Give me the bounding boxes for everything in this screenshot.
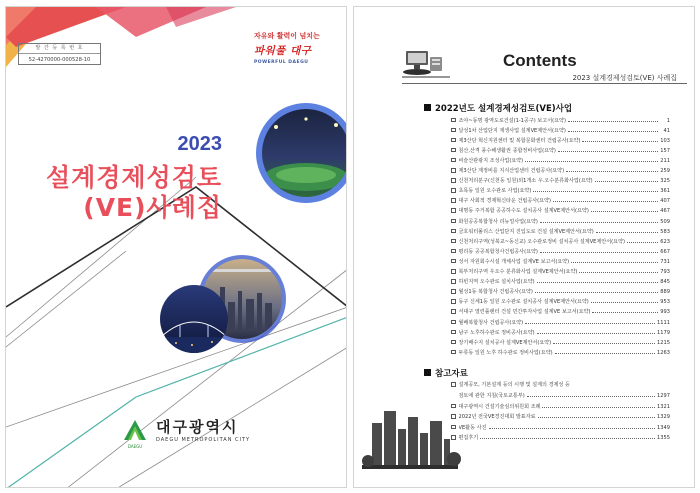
toc-entry-page: 103	[660, 137, 670, 144]
toc-entry[interactable]	[451, 116, 670, 126]
checkbox-bullet-icon	[451, 350, 456, 355]
dot-leader	[537, 328, 655, 334]
toc-entry-title: 대구광역시 건설기술심의위원회 조례	[458, 403, 541, 410]
checkbox-bullet-icon	[451, 249, 456, 254]
toc-entry[interactable]	[451, 136, 670, 146]
toc-entry-page: 1	[666, 117, 670, 124]
checkbox-bullet-icon	[451, 289, 456, 294]
toc-entry-title: 평리동 공공복합청사건립공사(요약)	[458, 248, 538, 255]
dot-leader	[592, 307, 658, 313]
toc-entry-page: 467	[660, 208, 670, 215]
checkbox-bullet-icon	[451, 158, 456, 163]
city-logo-icon	[124, 420, 146, 440]
publication-registration-label: 발 간 등 록 번 호	[19, 44, 100, 54]
cover-page	[5, 6, 347, 488]
toc-entry-page: 953	[660, 299, 670, 306]
dot-leader	[527, 391, 655, 397]
dot-leader	[582, 136, 658, 142]
checkbox-bullet-icon	[451, 340, 456, 345]
checkbox-bullet-icon	[451, 148, 456, 153]
toc-entry[interactable]	[451, 433, 670, 443]
toc-entry-title: 조야~동명 광역도로건설(1-1공구) 보고서(요약)	[458, 117, 566, 124]
logo-caption: DAEGU	[127, 444, 143, 449]
slogan-tagline: 자유와 활력이 넘치는	[254, 32, 320, 40]
dot-leader	[571, 257, 658, 263]
city-name-english: DAEGU METROPOLITAN CITY	[156, 437, 251, 443]
checkbox-bullet-icon	[451, 229, 456, 234]
toc-entry[interactable]	[451, 307, 670, 317]
toc-entry-title: 북부처리구역 우오수 분류화사업 설계VE제안서(요약)	[458, 269, 578, 275]
checkbox-bullet-icon	[451, 414, 456, 419]
checkbox-bullet-icon	[451, 299, 456, 304]
toc-entry-title: 대구 사회적 경제혁신타운 건립공사(요약)	[458, 198, 551, 205]
dot-leader	[542, 402, 655, 408]
checkbox-bullet-icon	[451, 269, 456, 274]
dot-leader	[489, 423, 656, 429]
toc-entry-page: 845	[660, 279, 670, 286]
toc-entry[interactable]	[451, 206, 670, 216]
dot-leader	[568, 116, 658, 122]
checkbox-bullet-icon	[451, 198, 456, 203]
dot-leader	[480, 433, 655, 439]
checkbox-bullet-icon	[451, 279, 456, 284]
toc-entry-title: 서대구 열린플랜터 건설 민간투자사업 설계VE 보고서(요약)	[458, 309, 591, 316]
toc-entry[interactable]	[451, 257, 670, 267]
stadium-photo	[256, 103, 347, 203]
toc-entry-title: 월성1동 복합청사 건립공사(요약)	[458, 289, 533, 296]
toc-entry-page: 1321	[657, 403, 670, 410]
toc-entry[interactable]	[451, 247, 670, 257]
toc-entry-page: 1297	[657, 393, 670, 400]
toc-entry[interactable]	[451, 277, 670, 287]
section-title: 참고자료	[435, 369, 468, 379]
dot-leader	[555, 348, 655, 354]
checkbox-bullet-icon	[451, 219, 456, 224]
toc-entry-title: 대명동 주거복합 공공하수도 설치공사 설계VE제안서(요약)	[458, 208, 589, 215]
toc-entry-title: 초목동 일원 오수관로 사업(요약)	[458, 188, 532, 195]
toc-entry-page: 1111	[657, 319, 670, 326]
slogan-main: 파워풀 대구	[254, 45, 312, 57]
toc-entry-title: 금호워터폴리스 산업단지 진입도로 건설 설계VE제안서(요약)	[458, 228, 594, 235]
contents-heading: Contents	[503, 51, 577, 70]
dot-leader	[596, 227, 658, 233]
dot-leader	[525, 156, 658, 162]
toc-entry[interactable]	[451, 348, 670, 358]
dot-leader	[553, 338, 655, 344]
toc-entry[interactable]	[451, 237, 670, 247]
toc-entry[interactable]	[451, 328, 670, 338]
checkbox-bullet-icon	[451, 382, 456, 387]
toc-entry[interactable]	[451, 176, 670, 186]
toc-entry-title: 제3산단 재정비를 지식산업센터 건립공사(요약)	[458, 168, 565, 174]
toc-entry-page: 1349	[657, 424, 670, 431]
toc-entry-title: 침산,산격 풍수해생활권 종합정비사업(요약)	[458, 147, 556, 154]
toc-entry-title: 성서 자원회수시설 개체사업 설계VE 보고서(요약)	[458, 258, 570, 265]
section-heading-ve-projects	[424, 102, 572, 114]
checkbox-bullet-icon	[451, 320, 456, 325]
cover-year: 2023	[177, 133, 222, 155]
toc-entry-title: 화원공공복합청사 리뉴얼사업(요약)	[458, 218, 538, 225]
cover-title-line2: (VE)사례집	[83, 193, 222, 222]
checkbox-bullet-icon	[451, 188, 456, 193]
toc-entry[interactable]	[451, 381, 670, 391]
city-slogan	[254, 31, 344, 65]
checkbox-bullet-icon	[451, 425, 456, 430]
checkbox-bullet-icon	[451, 128, 456, 133]
toc-entry-title: 월배복합청사 건립공사(요약)	[458, 319, 524, 326]
slogan-english: POWERFUL DAEGU	[254, 60, 309, 65]
checkbox-bullet-icon	[451, 118, 456, 123]
toc-entry[interactable]	[451, 391, 670, 401]
toc-entry[interactable]	[451, 126, 670, 136]
dot-leader	[568, 126, 658, 132]
toc-entry-title: 비슬산관광지 조성사업(요약)	[458, 157, 524, 164]
toc-entry-page: 41	[663, 127, 670, 134]
toc-entry[interactable]	[451, 267, 670, 277]
dot-leader	[553, 196, 658, 202]
toc-entry-page: 259	[660, 168, 670, 174]
dot-leader	[566, 166, 658, 172]
toc-entry[interactable]	[451, 146, 670, 156]
toc-entry-page: 623	[660, 238, 670, 245]
toc-entry-title: 제3산단 혁신지원센터 및 복합문화센터 건립공사(요약)	[458, 137, 581, 144]
toc-entry-page: 993	[660, 309, 670, 316]
checkbox-bullet-icon	[451, 404, 456, 409]
toc-entry[interactable]	[451, 338, 670, 348]
contents-page	[353, 6, 695, 488]
toc-entry[interactable]	[451, 156, 670, 166]
toc-entry[interactable]	[451, 423, 670, 433]
checkbox-bullet-icon	[451, 208, 456, 213]
toc-entry-title: VE활동 사진	[458, 424, 487, 431]
toc-entry-page: 1329	[657, 414, 670, 421]
checkbox-bullet-icon	[451, 138, 456, 143]
toc-entry-page: 1179	[657, 329, 670, 336]
section-bullet-icon	[424, 104, 431, 111]
dot-leader	[537, 277, 658, 283]
toc-entry-title: 2022년 전국VE경진대회 발표자료	[458, 414, 536, 421]
toc-entry-title: 설계공모, 기본설계 등의 시행 및 설계의 경제성 등	[458, 382, 570, 388]
toc-entry-title: 남구 노후하수관로 정비공사(요약)	[458, 329, 535, 336]
toc-entry-page: 889	[660, 289, 670, 296]
dot-leader	[533, 186, 658, 192]
section-heading-references	[424, 367, 468, 379]
toc-entry[interactable]	[451, 297, 670, 307]
toc-entry-page: 211	[660, 157, 670, 164]
toc-entry-page: 1355	[657, 435, 670, 441]
toc-entry-title: 하빈지역 오수관로 설치사업(요약)	[458, 279, 535, 286]
toc-entry-page: 361	[660, 188, 670, 195]
toc-entry-title: 달성1차 산업단지 재생사업 설계VE제안서(요약)	[458, 127, 566, 134]
publication-registration-number: 52-4270000-000528-10	[28, 57, 91, 63]
toc-entry-page: 407	[660, 198, 670, 205]
toc-entry-page: 157	[660, 147, 670, 154]
checkbox-bullet-icon	[451, 239, 456, 244]
checkbox-bullet-icon	[451, 178, 456, 183]
toc-entry[interactable]	[451, 166, 670, 176]
dot-leader	[591, 206, 658, 212]
dot-leader	[538, 412, 655, 418]
toc-entry-title: 장기배수지 설치공사 설계VE제안서(요약)	[458, 339, 552, 346]
toc-entry[interactable]	[451, 412, 670, 422]
toc-entry-title: 편집후기	[458, 435, 479, 441]
toc-entry-title: 동구 신세1동 일원 오수관로 설치공사 설계VE제안서(요약)	[458, 299, 589, 306]
toc-entry[interactable]	[451, 196, 670, 206]
toc-entry[interactable]	[451, 402, 670, 412]
section-title: 2022년도 설계경제성검토(VE)사업	[435, 104, 573, 114]
contents-subheading: 2023 설계경제성검토(VE) 사례집	[572, 74, 677, 82]
toc-entry-page: 583	[660, 228, 670, 235]
toc-entry-title: 두류동 일원 노후 하수관로 정비사업(요약)	[458, 349, 553, 356]
toc-entry-title: 신천처리분구(신천동 일원)외1개소 우.오수분류화사업(요약)	[458, 178, 593, 185]
toc-entry[interactable]	[451, 186, 670, 196]
dot-leader	[540, 247, 658, 253]
toc-entry-title: 신천처리구역(성북교~동신교) 오수관로정비 설치공사 설계VE제안서(요약)	[458, 238, 625, 245]
dot-leader	[579, 267, 658, 273]
dot-leader	[591, 297, 658, 303]
toc-entry-title: 검토에 관한 지침(국토교통부)	[458, 393, 525, 400]
dot-leader	[525, 318, 655, 324]
checkbox-bullet-icon	[451, 309, 456, 314]
checkbox-bullet-icon	[451, 435, 456, 440]
dot-leader	[535, 287, 658, 293]
checkbox-bullet-icon	[451, 330, 456, 335]
checkbox-bullet-icon	[451, 259, 456, 264]
dot-leader	[558, 146, 658, 152]
publication-registration-box	[18, 43, 101, 65]
checkbox-bullet-icon	[451, 168, 456, 173]
dot-leader	[627, 237, 658, 243]
toc-entry-page: 793	[660, 269, 670, 275]
toc-entry-page: 667	[660, 248, 670, 255]
section-bullet-icon	[424, 369, 431, 376]
toc-entry[interactable]	[451, 287, 670, 297]
computer-illustration-icon	[402, 51, 450, 77]
toc-entry[interactable]	[451, 227, 670, 237]
toc-entry-page: 325	[660, 178, 670, 185]
skyline-illustration	[362, 411, 461, 469]
dot-leader	[540, 217, 658, 223]
dot-leader	[595, 176, 658, 182]
cover-title-line1: 설계경제성검토	[45, 163, 222, 192]
header-rule	[402, 83, 687, 84]
toc-entry[interactable]	[451, 318, 670, 328]
toc-entry[interactable]	[451, 217, 670, 227]
toc-entry-page: 1215	[657, 339, 670, 346]
toc-entry-page: 731	[660, 258, 670, 265]
toc-entry-page: 509	[660, 218, 670, 225]
toc-entry-page: 1263	[657, 349, 670, 356]
city-name: 대구광역시	[156, 418, 239, 436]
